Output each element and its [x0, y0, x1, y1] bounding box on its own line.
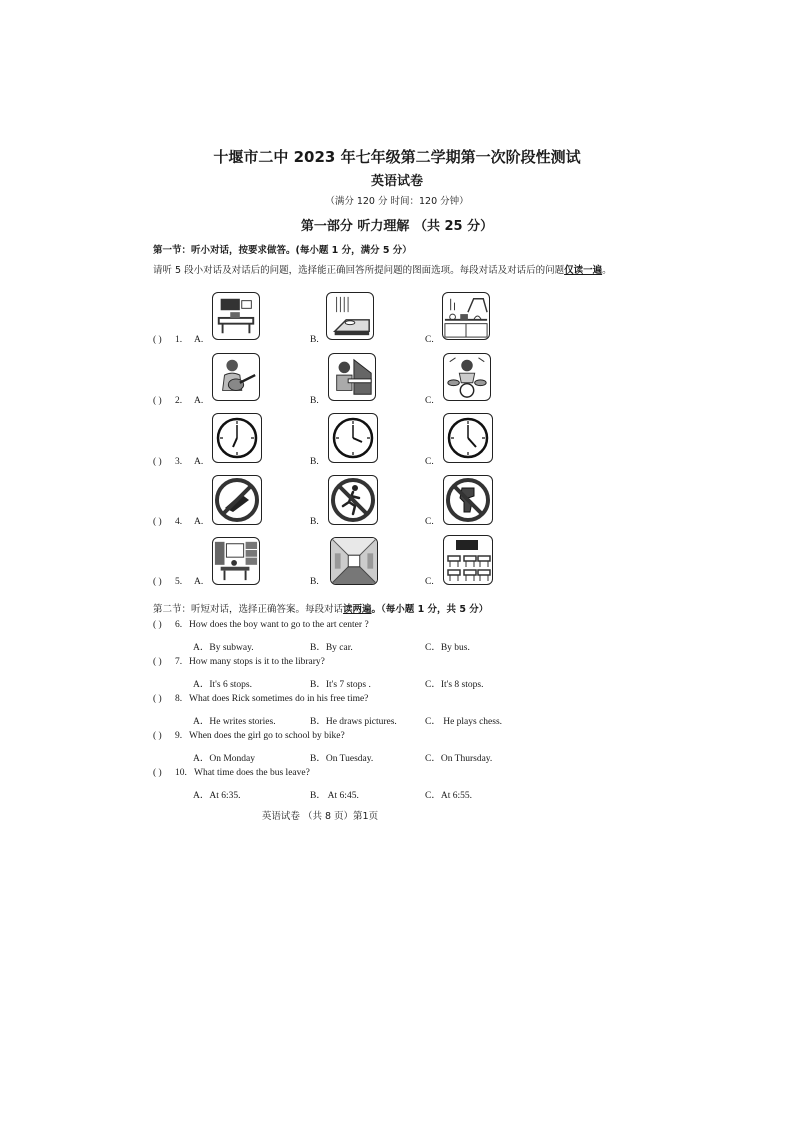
question-number: 7. [175, 657, 183, 667]
guitar-player-icon[interactable] [212, 353, 260, 401]
question-paren[interactable]: ( ) [153, 577, 162, 587]
option-label: A. [194, 517, 204, 527]
option-b[interactable]: B．It's 7 stops . [310, 680, 371, 690]
piano-player-icon[interactable] [328, 353, 376, 401]
kitchen-icon[interactable] [442, 292, 490, 340]
option-label: C. [425, 517, 434, 527]
option-label: B. [310, 396, 319, 406]
question-number: 8. [175, 694, 183, 704]
section1-heading: 第一节：听小对话，按要求做答。(每小题 1 分，满分 5 分） [153, 245, 412, 256]
option-label: C. [425, 396, 434, 406]
drummer-icon[interactable] [443, 353, 491, 401]
question-number: 10. [175, 768, 187, 778]
classroom-desks-icon[interactable] [443, 535, 493, 585]
option-label: B. [310, 577, 319, 587]
hallway-icon[interactable] [330, 537, 378, 585]
no-fighting-icon[interactable] [443, 475, 493, 525]
section1-instruction: 请听 5 段小对话及对话后的问题，选择能正确回答所提问题的图面选项。每段对话及对话后的问题仅读一遍。 [153, 265, 612, 276]
option-b[interactable]: B．On Tuesday. [310, 754, 374, 764]
option-label: A. [194, 396, 204, 406]
page-footer: 英语试卷 （共 8 页）第1页 [261, 811, 379, 822]
option-a[interactable]: A．On Monday [193, 754, 256, 764]
option-label: A. [194, 577, 204, 587]
question-paren[interactable]: ( ) [153, 657, 162, 667]
question-paren[interactable]: ( ) [153, 768, 162, 778]
option-label: B. [310, 457, 319, 467]
question-number: 5. [175, 577, 183, 587]
option-label: C. [425, 335, 434, 345]
question-number: 1. [175, 335, 183, 345]
option-a[interactable]: A．He writes stories. [193, 717, 276, 727]
question-text: What does Rick sometimes do in his free time? [189, 694, 369, 704]
question-number: 9. [175, 731, 183, 741]
clock-icon[interactable] [212, 413, 262, 463]
option-a[interactable]: A．By subway. [193, 643, 254, 653]
exam-title: 十堰市二中 2023 年七年级第二学期第一次阶段性测试 [213, 148, 581, 166]
question-text: When does the girl go to school by bike? [189, 731, 345, 741]
exam-subtitle: 英语试卷 [370, 174, 423, 189]
clock-icon[interactable] [328, 413, 378, 463]
question-number: 6. [175, 620, 183, 630]
option-c[interactable]: C．It's 8 stops. [425, 680, 484, 690]
classroom-icon[interactable] [212, 292, 260, 340]
bedroom-icon[interactable] [326, 292, 374, 340]
question-number: 4. [175, 517, 183, 527]
option-c[interactable]: C．On Thursday. [425, 754, 493, 764]
question-paren[interactable]: ( ) [153, 457, 162, 467]
library-icon[interactable] [212, 537, 260, 585]
question-number: 2. [175, 396, 183, 406]
section2-heading: 第二节：听短对话，选择正确答案。每段对话读两遍。（每小题 1 分，共 5 分） [153, 604, 489, 615]
option-c[interactable]: C． He plays chess. [425, 717, 503, 727]
option-label: B. [310, 517, 319, 527]
part-title: 第一部分 听力理解 （共 25 分） [300, 219, 494, 234]
option-label: B. [310, 335, 319, 345]
option-label: C. [425, 457, 434, 467]
no-eating-icon[interactable] [212, 475, 262, 525]
question-paren[interactable]: ( ) [153, 517, 162, 527]
option-c[interactable]: C．By bus. [425, 643, 470, 653]
option-label: C. [425, 577, 434, 587]
question-text: How does the boy want to go to the art center ? [189, 620, 369, 630]
option-label: A. [194, 457, 204, 467]
question-paren[interactable]: ( ) [153, 396, 162, 406]
no-running-icon[interactable] [328, 475, 378, 525]
question-paren[interactable]: ( ) [153, 694, 162, 704]
question-paren[interactable]: ( ) [153, 620, 162, 630]
option-a[interactable]: A．At 6:35. [193, 791, 241, 801]
option-b[interactable]: B．He draws pictures. [310, 717, 397, 727]
read-twice-emphasis: 读两遍 [343, 604, 372, 615]
clock-icon[interactable] [443, 413, 493, 463]
option-a[interactable]: A．It's 6 stops. [193, 680, 252, 690]
question-number: 3. [175, 457, 183, 467]
question-text: What time does the bus leave? [194, 768, 310, 778]
question-paren[interactable]: ( ) [153, 335, 162, 345]
question-paren[interactable]: ( ) [153, 731, 162, 741]
option-label: A. [194, 335, 204, 345]
option-c[interactable]: C．At 6:55. [425, 791, 472, 801]
option-b[interactable]: B．By car. [310, 643, 353, 653]
question-text: How many stops is it to the library? [189, 657, 325, 667]
read-once-emphasis: 仅读一遍 [564, 265, 603, 276]
exam-meta: （满分 120 分 时间：120 分钟） [325, 196, 469, 207]
option-b[interactable]: B． At 6:45. [310, 791, 359, 801]
